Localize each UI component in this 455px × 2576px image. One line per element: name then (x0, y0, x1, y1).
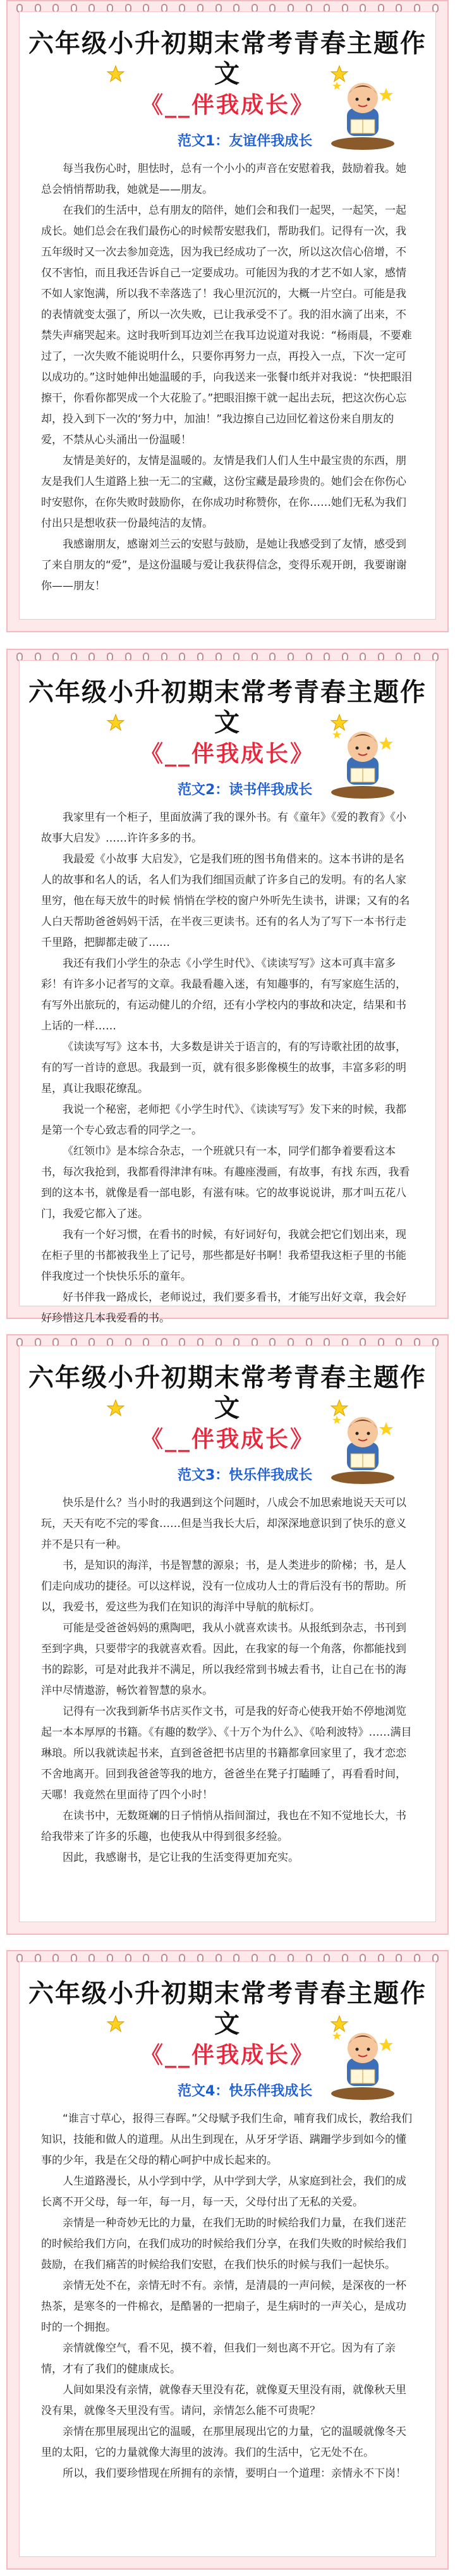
paragraph: 我家里有一个柜子，里面放满了我的课外书。有《童年》《爱的教育》《小故事大启发》……许许多多的书。 (41, 811, 406, 845)
essay-title-row (20, 1465, 435, 1487)
paragraph: 人生道路漫长，从小学到中学，从中学到大学，从家庭到社会，我们的成长离不开父母，每一年，每一月，每一天，父母付出了无私的关爱。 (41, 2175, 406, 2209)
paragraph: 亲情在那里展现出它的温暖，在那里展现出它的力量，它的温暖就像冬天里的太阳，它的力量就像大海里的波涛。我们的生活中，它无处不在。 (41, 2426, 406, 2459)
star-icon (107, 1399, 124, 1417)
essay-card-2 (6, 649, 449, 1325)
paragraph: 记得有一次我到新华书店买作文书，可是我的好奇心使我开始不停地浏览起一本本厚厚的书籍。《有趣的数学》、《十万个为什么》、《哈利波特》……满目琳琅。所以我就读起书来，直到爸爸把书店里的书籍都拿回家里了，我才恋恋不舍地离开。回到我爸爸等我的地方，爸爸坐在凳子打瞌睡了，再看看时间，天哪！我竟然在里面待了四个小时！ (41, 1705, 412, 1801)
essay-header (20, 12, 435, 120)
essay-title: 范文1：友谊伴我成长 (178, 133, 313, 149)
essay-title: 范文3：快乐伴我成长 (178, 1468, 313, 1483)
paragraph: 《读读写写》这本书，大多数是讲关于语言的，有的写诗歌社团的故事，有的写一首诗的意思。我最到一页，就有很多影像模生的故事，丰富多彩的明星，真让我眼花缭乱。 (41, 1041, 406, 1095)
sub-title: 《__伴我成长》 (140, 92, 315, 118)
paragraph: 在我们的生活中，总有朋友的陪伴，她们会和我们一起哭，一起笑，一起成长。她们总会在我们最伤心的时候帮安慰我们，帮助我们。记得有一次，我五年级时又一次去参加竞选，因为我已经成功了一次，所以这次信心倍增，不仅不害怕，而且我还告诉自己一定要成功。可能因为我的才艺不如人家，感情不如人家饱满，所以我不幸落选了！我心里沉沉的，大概一片空白。可能是我的表情就变太强了，所以一次失败，已让我承受不了。我的泪水滴了出来，不禁失声痛哭起来。这时我听到耳边刘兰在我耳边说道对我说：“杨雨晨，不要难过了，一次失败不能说明什么，只要你再努力一点，再投入一点，下次一定可以成功的。”这时她伸出她温暖的手，向我送来一张餐巾纸并对我说：“快把眼泪擦干，你看你都哭成一个大花脸了。”把眼泪擦干就一起出去玩，把这次伤心忘却，投入到下一次的‘努力中，加油！”我边擦自己边回忆着这份来自朋友的爱，不禁从心头涌出一份温暖！ (41, 204, 413, 446)
paragraph: “谁言寸草心，报得三春晖。”父母赋予我们生命，哺育我们成长，教给我们知识，技能和做人的道理。从出生到现在，从牙牙学语、蹒跚学步到如今的懂事的少年，我是在父母的精心呵护中成长起来的。 (41, 2113, 413, 2167)
essay-title-row (20, 2081, 435, 2102)
paragraph: 我还有我们小学生的杂志《小学生时代》、《读读写写》这本可真丰富多彩！有许多小记者写的文章。我最看趣入迷，有知趣事的，有写家庭生活的，有写外出旅玩的，有运动健儿的介绍，还有小学校内的事故和决定，结果和书上话的一样…… (41, 957, 406, 1033)
essay-card-1 (6, 0, 449, 632)
paragraph: 亲情无处不在，亲情无时不有。亲情，是清晨的一声问候，是深夜的一杯热茶，是寒冬的一件棉衣，是酷暑的一把扇子，是生病时的一声关心，是成功时的一个拥抱。 (41, 2279, 406, 2334)
paragraph: 书，是知识的海洋，书是智慧的源泉；书，是人类进步的阶梯；书，是人们走向成功的捷径。可以这样说，没有一位成功人士的背后没有书的帮助。所以，我爱书，爱这些为我们在知识的海洋中导航的航标灯。 (41, 1559, 406, 1614)
main-title: 六年级小升初期末常考青春主题作文 (28, 678, 427, 737)
star-icon (107, 2015, 124, 2033)
paragraph: 因此，我感谢书，是它让我的生活变得更加充实。 (63, 1851, 299, 1864)
paragraph: 亲情就像空气，看不见，摸不着，但我们一刻也离不开它。因为有了亲情，才有了我们的健康成长。 (41, 2342, 396, 2376)
paragraph: 我感谢朋友，感谢刘兰云的安慰与鼓励，是她让我感受到了友情，感受到了来自朋友的“爱”，是这份温暖与爱让我获得信念，变得乐观开朗，我要谢谢你——朋友！ (41, 538, 407, 592)
paragraph: 《红领巾》是本综合杂志，一个班就只有一本，同学们都争着要看这本书，每次我抢到，我都看得津津有味。有趣座漫画，有故事，有找 东西，我看到的这本书，就像是看一部电影，有滋有味。它的故事说说讲，那才叫五花八门，我爱它都入了迷。 (41, 1145, 410, 1220)
sub-title: 《__伴我成长》 (140, 2042, 315, 2068)
paragraph: 快乐是什么？当小时的我遇到这个问题时，八成会不加思索地说天天可以玩，天天有吃不完的零食……但是当我长大后，却深深地意识到了快乐的意义并不是只有一种。 (41, 1497, 406, 1551)
paragraph: 我有一个好习惯，在看书的时候，有好词好句，我就会把它们划出来，现在柜子里的书都被我坐上了记号，那些都是好书啊！我希望我这柜子里的书能伴我度过一个快快乐乐的童年。 (41, 1229, 406, 1283)
essay-body (20, 801, 435, 1329)
main-title: 六年级小升初期末常考青春主题作文 (28, 29, 427, 89)
star-icon (107, 714, 124, 732)
essay-card-4 (6, 1950, 449, 2570)
essay-header (20, 661, 435, 768)
paragraph: 每当我伤心时，胆怯时，总有一个小小的声音在安慰着我，鼓励着我。她总会悄悄帮助我，她就是——朋友。 (41, 163, 406, 196)
paragraph: 可能是受爸爸妈妈的熏陶吧，我从小就喜欢读书。从报纸到杂志，书刊到至到字典，只要带字的我就喜欢看。因此，在我家的每一个角落，你都能找到书的踪影，可是对此我并不满足，所以我经常到书城去看书，让自己在书的海洋中尽情遨游，畅饮着智慧的泉水。 (41, 1622, 406, 1697)
essay-sheet (19, 1346, 436, 1922)
essay-title: 范文4：快乐伴我成长 (178, 2083, 313, 2099)
essay-sheet (19, 660, 436, 1325)
essay-header (20, 1962, 435, 2070)
paragraph: 我最爱《小故事 大启发》，它是我们班的图书角借来的。这本书讲的是名人的故事和名人的话，名人们为我们细国贡献了许多自己的发明。有的名人家里穷，他在每天放牛的时候 悄悄在学校的窗户外听先生读书，讲课；又有的名人白天帮助爸爸妈妈干活，在半夜三更读书。还有的名人为了写下一本书行走千里路，把脚都走破了…… (41, 853, 410, 949)
essay-card-3 (6, 1334, 449, 1935)
essay-body (20, 2102, 435, 2484)
essay-title-row (20, 780, 435, 801)
paragraph: 友情是美好的，友情是温暖的。友情是我们人们人生中最宝贵的东西，朋友是我们人生道路上独一无二的宝藏，这份宝藏是最珍贵的。她们会在你伤心时安慰你，在你失败时鼓励你，在你成功时称赞你，在你……她们无私为我们付出只是想收获一份最纯洁的友情。 (41, 455, 406, 530)
essay-body (20, 1487, 435, 1868)
main-title: 六年级小升初期末常考青春主题作文 (28, 1979, 427, 2039)
essay-title: 范文2：读书伴我成长 (178, 782, 313, 798)
essay-sheet (19, 11, 436, 620)
sub-title: 《__伴我成长》 (140, 1426, 315, 1452)
paragraph: 好书伴我一路成长，老师说过，我们要多看书，才能写出好文章，我会好好珍惜这几本我爱看的书。 (41, 1291, 406, 1325)
essay-title-row (20, 131, 435, 152)
paragraph: 在读书中，无数斑斓的日子悄悄从指间溜过，我也在不知不觉地长大，书给我带来了许多的乐趣，也使我从中得到很多经验。 (41, 1810, 406, 1843)
essay-sheet (19, 1961, 436, 2557)
star-icon (107, 65, 124, 83)
main-title: 六年级小升初期末常考青春主题作文 (28, 1363, 427, 1423)
paragraph: 亲情是一种奇妙无比的力量，在我们无助的时候给我们力量，在我们迷茫的时候给我们方向，在我们成功的时候给我们分享，在我们失败的时候给我们鼓励，在我们痛苦的时候给我们安慰，在我们快乐的时候与我们一起快乐。 (41, 2217, 406, 2271)
essay-header (20, 1346, 435, 1454)
sub-title: 《__伴我成长》 (140, 741, 315, 767)
paragraph: 人间如果没有亲情，就像春天里没有花，就像夏天里没有雨，就像秋天里没有果，就像冬天里没有雪。请问，亲情怎么能不可贵呢？ (41, 2384, 406, 2417)
paragraph: 所以，我们要珍惜现在所拥有的亲情，要明白一个道理：亲情永不下岗！ (63, 2467, 406, 2480)
essay-body (20, 152, 435, 597)
paragraph: 我说一个秘密，老师把《小学生时代》、《读读写写》发下来的时候，我都是第一个专心致志看的同学之一。 (41, 1103, 406, 1137)
